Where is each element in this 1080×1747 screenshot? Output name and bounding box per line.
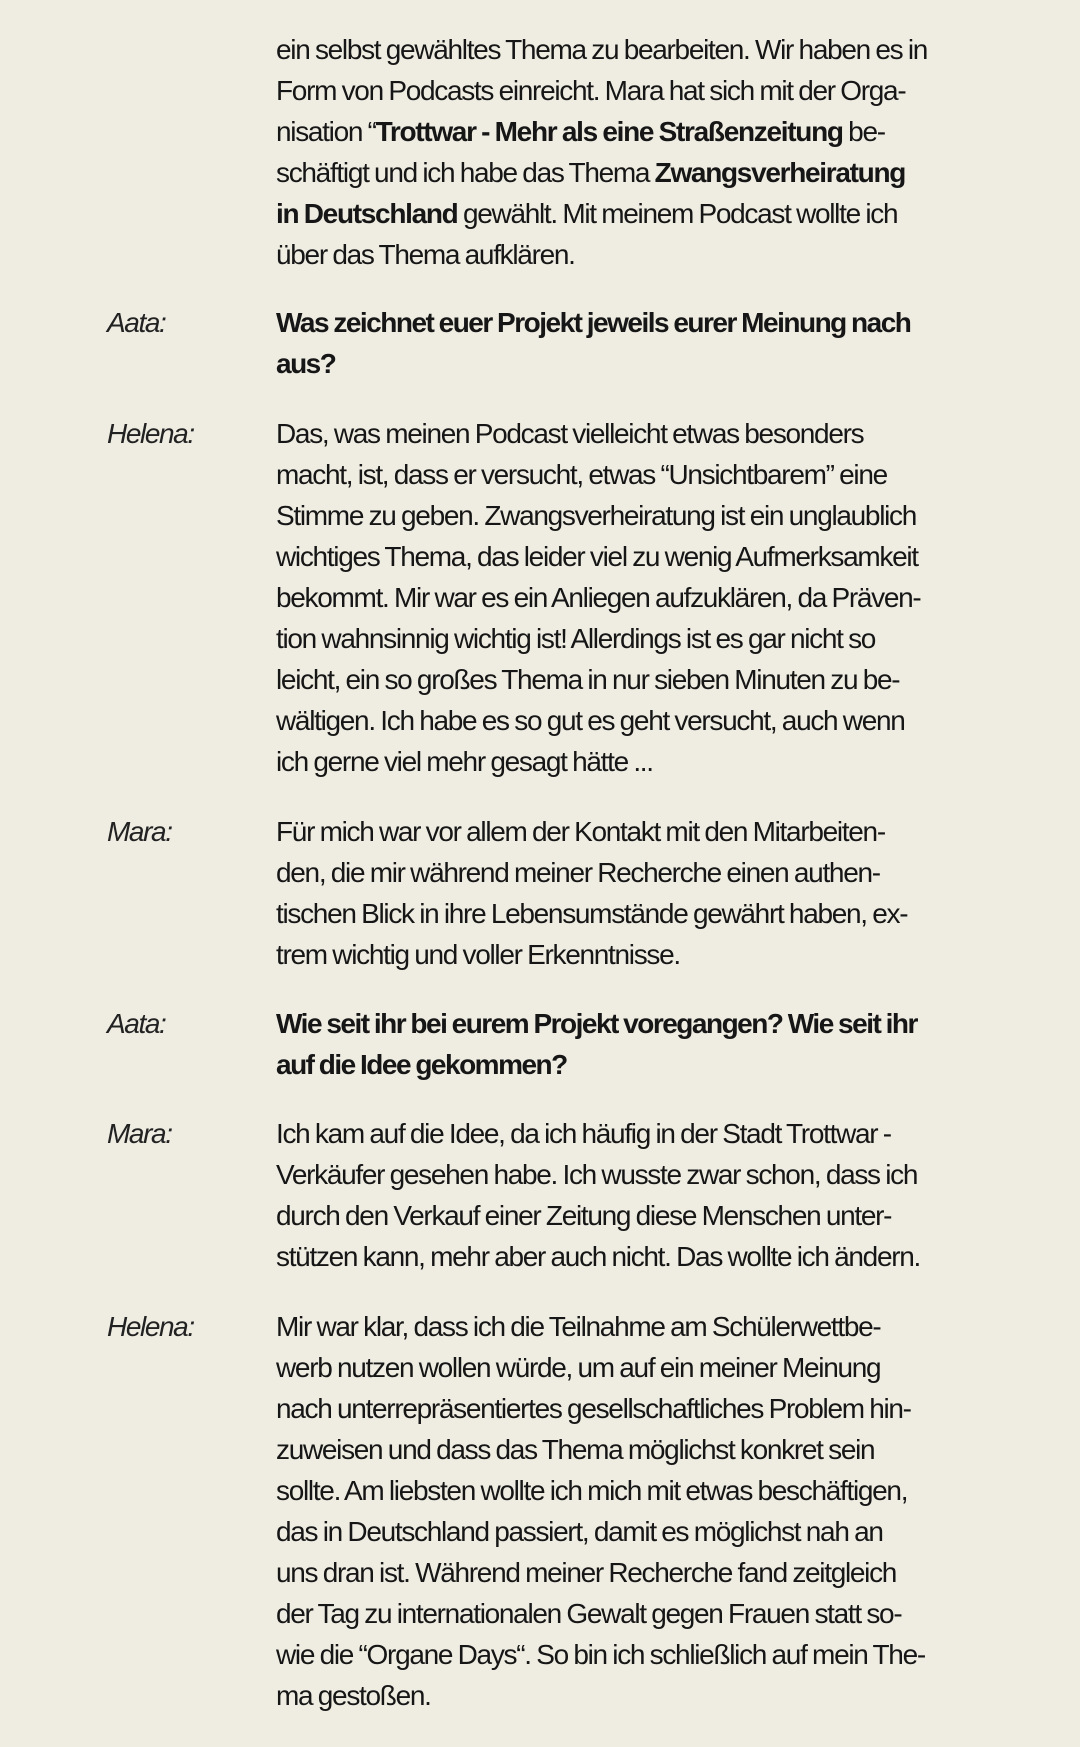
text-line: werb nutzen wollen würde, um auf ein meiner Meinung [276,1352,881,1383]
text-line: das in Deutschland passiert, damit es möglichst nah an [276,1516,883,1547]
text-line: nach unterrepräsentiertes gesellschaftliches Problem hin- [276,1393,911,1424]
speaker-name: Helena: [107,1311,194,1342]
text-line: wichtiges Thema, das leider viel zu wenig Aufmerksamkeit [276,541,918,572]
speaker-name: Mara: [107,816,172,847]
text-line: wie die “Organe Days“. So bin ich schließlich auf mein The- [276,1639,925,1670]
answer-text [276,413,996,782]
question-text [276,302,996,384]
text-line: über das Thema aufklären. [276,239,575,270]
text-line: durch den Verkauf einer Zeitung diese Menschen unter- [276,1200,892,1231]
text-line: stützen kann, mehr aber auch nicht. Das wollte ich ändern. [276,1241,920,1272]
answer-text [276,1306,996,1716]
text-span: schäftigt und ich habe das Thema [276,157,655,188]
topic-name: in Deutschland [276,198,458,229]
text-line [276,152,996,193]
text-line: Mir war klar, dass ich die Teilnahme am Schülerwettbe- [276,1311,881,1342]
answer-text [276,1113,996,1277]
text-line: sollte. Am liebsten wollte ich mich mit etwas beschäftigen, [276,1475,908,1506]
speaker-name: Aata: [107,1008,166,1039]
text-span: be- [842,116,885,147]
text-line: leicht, ein so großes Thema in nur sieben Minuten zu be- [276,664,900,695]
text-line: ich gerne viel mehr gesagt hätte ... [276,746,653,777]
topic-name: Zwangsverheiratung [654,157,906,188]
answer-text [276,811,996,975]
speaker-name: Aata: [107,307,166,338]
text-line: Stimme zu geben. Zwangsverheiratung ist ein unglaublich [276,500,917,531]
text-line [276,193,996,234]
text-line: der Tag zu internationalen Gewalt gegen Frauen statt so- [276,1598,902,1629]
intro-text [276,29,996,275]
text-line: trem wichtig und voller Erkenntnisse. [276,939,680,970]
text-line: aus? [276,348,336,379]
text-line: ma gestoßen. [276,1680,431,1711]
text-line: auf die Idee gekommen? [276,1049,567,1080]
question-text [276,1003,996,1085]
text-line: Was zeichnet euer Projekt jeweils eurer Meinung nach [276,307,911,338]
text-line [276,111,996,152]
text-line: Form von Podcasts einreicht. Mara hat sich mit der Orga- [276,75,906,106]
text-line: Für mich war vor allem der Kontakt mit den Mitarbeiten- [276,816,885,847]
text-line: Ich kam auf die Idee, da ich häufig in der Stadt Trottwar - [276,1118,891,1149]
speaker-name: Helena: [107,418,194,449]
speaker-name: Mara: [107,1118,172,1149]
text-line: tion wahnsinnig wichtig ist! Allerdings ist es gar nicht so [276,623,876,654]
text-line: uns dran ist. Während meiner Recherche fand zeitgleich [276,1557,897,1588]
text-line: den, die mir während meiner Recherche einen authen- [276,857,880,888]
text-line: Verkäufer gesehen habe. Ich wusste zwar schon, dass ich [276,1159,918,1190]
text-line: ein selbst gewähltes Thema zu bearbeiten. Wir haben es in [276,34,928,65]
text-line: bekommt. Mir war es ein Anliegen aufzuklären, da Präven- [276,582,921,613]
text-line: wältigen. Ich habe es so gut es geht versucht, auch wenn [276,705,905,736]
text-span: gewählt. Mit meinem Podcast wollte ich [457,198,898,229]
text-line: zuweisen und dass das Thema möglichst konkret sein [276,1434,875,1465]
text-line: Wie seit ihr bei eurem Projekt voregangen? Wie seit ihr [276,1008,917,1039]
text-line: macht, ist, dass er versucht, etwas “Unsichtbarem” eine [276,459,887,490]
text-line: Das, was meinen Podcast vielleicht etwas besonders [276,418,864,449]
text-line: tischen Blick in ihre Lebensumstände gewährt haben, ex- [276,898,908,929]
organisation-name: Trottwar - Mehr als eine Straßenzeitung [375,116,843,147]
text-span: nisation “ [276,116,376,147]
